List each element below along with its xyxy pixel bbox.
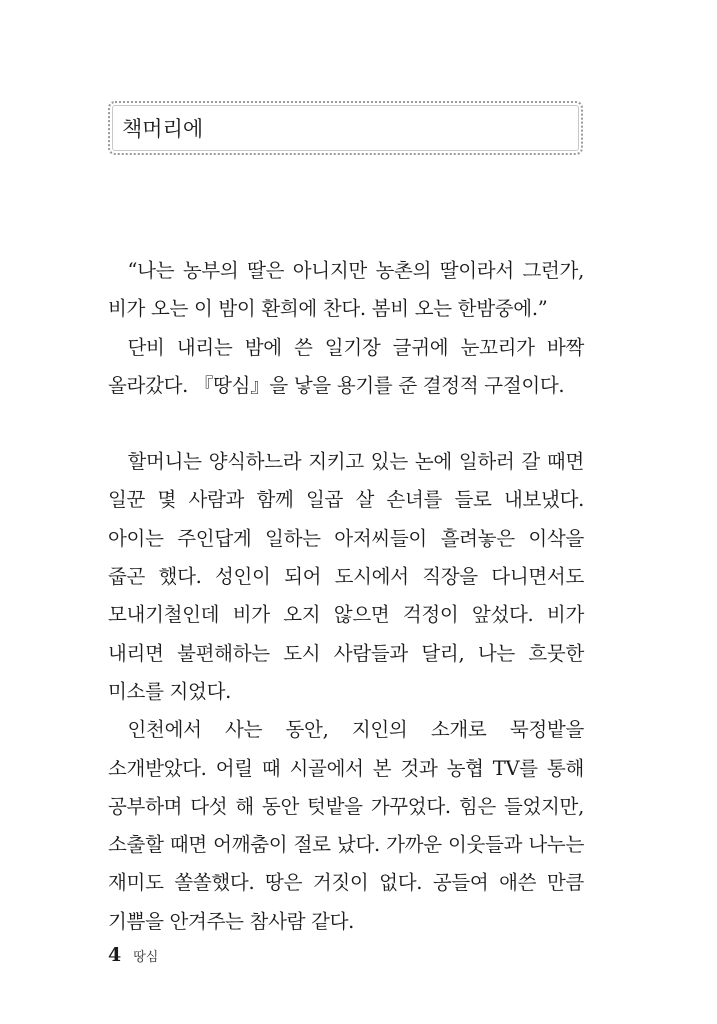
paragraph-spacer bbox=[108, 405, 584, 443]
page-footer bbox=[108, 944, 158, 966]
paragraph-diary-quote: “나는 농부의 딸은 아니지만 농촌의 딸이라서 그런가, 비가 오는 이 밤이 환희에 찬다. 봄비 오는 한밤중에.” bbox=[108, 259, 584, 321]
section-title: 책머리에 bbox=[122, 117, 204, 141]
paragraph-incheon-garden: 인천에서 사는 동안, 지인의 소개로 묵정밭을 소개받았다. 어릴 때 시골에서 본 것과 농협 TV를 통해 공부하며 다섯 해 동안 텃밭을 가꾸었다. 힘은 들었지만, 소출할 때면 어깨춤이 절로 났다. 가까운 이웃들과 나누는 재미도 쏠쏠했다. 땅은 거짓이 없다. 공들여 애쓴 만큼 기쁨을 안겨주는 참사람 같다. bbox=[108, 718, 584, 933]
section-heading-box bbox=[108, 101, 583, 155]
body-text bbox=[108, 252, 584, 941]
running-title: 땅심 bbox=[133, 950, 159, 965]
paragraph-grandmother: 할머니는 양식하느라 지키고 있는 논에 일하러 갈 때면 일꾼 몇 사람과 함께 일곱 살 손녀를 들로 내보냈다. 아이는 주인답게 일하는 아저씨들이 흘려놓은 이삭을 줍곤 했다. 성인이 되어 도시에서 직장을 다니면서도 모내기철인데 비가 오지 않으면 걱정이 앞섰다. 비가 내리면 불편해하는 도시 사람들과 달리, 나는 흐뭇한 미소를 지었다. bbox=[108, 450, 584, 703]
paragraph-diary-reflection: 단비 내리는 밤에 쓴 일기장 글귀에 눈꼬리가 바짝 올라갔다. 『땅심』을 낳을 용기를 준 결정적 구절이다. bbox=[108, 335, 584, 397]
page-number: 4 bbox=[108, 944, 122, 966]
